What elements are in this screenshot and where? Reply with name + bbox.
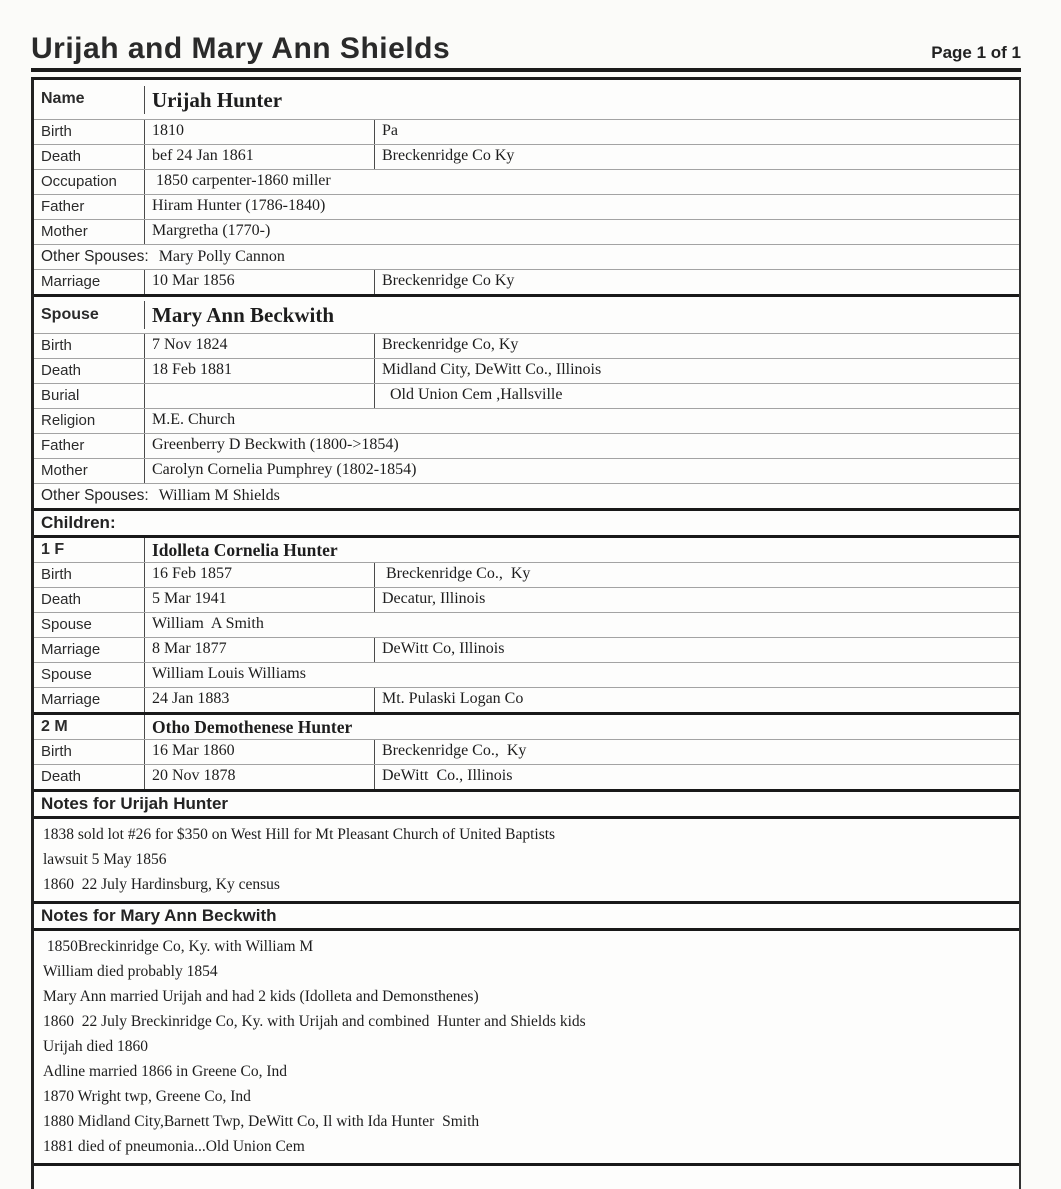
notes-urijah-header-row [34,789,1019,816]
child1-marriage2-row [34,687,1019,712]
family-group-table [31,77,1021,1189]
note-line: 1860 22 July Breckinridge Co, Ky. with Urijah and combined Hunter and Shields kids [43,1013,586,1030]
row-label: 1 F [41,540,65,558]
row-label: Burial [41,387,80,404]
row-label: Marriage [41,273,101,290]
husband-other-spouses-row [34,244,1019,269]
child1-birth-row [34,562,1019,587]
section-header-text: Children: [41,513,116,532]
person-name: Urijah Hunter [144,86,1019,114]
date-cell: 1810 [144,120,374,144]
spouse-death-row [34,358,1019,383]
date-cell: bef 24 Jan 1861 [144,145,374,169]
empty-bottom-row [34,1163,1019,1189]
row-label: Birth [41,123,72,140]
spouse-birth-row [34,333,1019,358]
date-cell: 7 Nov 1824 [144,334,374,358]
place-cell: Breckenridge Co Ky [374,270,1019,294]
row-label: Marriage [41,691,101,708]
child1-marriage1-row [34,637,1019,662]
spouse-father-row [34,433,1019,458]
husband-name-row [34,80,1019,119]
row-label: Other Spouses: [41,248,149,265]
spouse-mother-row [34,458,1019,483]
husband-death-row [34,144,1019,169]
document-sheet [31,0,1021,1189]
child2-birth-row [34,739,1019,764]
husband-mother-row [34,219,1019,244]
masthead [31,0,1021,72]
place-cell: DeWitt Co, Illinois [374,638,1019,662]
child1-death-row [34,587,1019,612]
person-name: Idolleta Cornelia Hunter [144,538,1019,562]
value-cell: Greenberry D Beckwith (1800->1854) [144,434,1019,458]
section-header-text: Notes for Mary Ann Beckwith [41,906,277,925]
place-cell: DeWitt Co., Illinois [374,765,1019,789]
value-cell: M.E. Church [144,409,1019,433]
row-label: Mother [41,462,88,479]
notes-maryann-body-row [34,928,1019,1163]
value-cell: Hiram Hunter (1786-1840) [144,195,1019,219]
date-cell: 16 Mar 1860 [144,740,374,764]
row-label: Religion [41,412,96,429]
row-label: Death [41,768,82,785]
date-cell: 16 Feb 1857 [144,563,374,587]
note-line: William died probably 1854 [43,963,218,980]
person-name: Mary Ann Beckwith [144,301,1019,329]
row-label: Spouse [41,305,99,323]
value-cell: 1850 carpenter-1860 miller [144,170,1019,194]
husband-father-row [34,194,1019,219]
spouse-burial-row [34,383,1019,408]
place-cell: Old Union Cem ,Hallsville [374,384,1019,408]
row-label: Birth [41,566,72,583]
row-label: Occupation [41,173,117,190]
row-label: Death [41,148,82,165]
row-label: Death [41,362,82,379]
note-line: 1860 22 July Hardinsburg, Ky census [43,876,280,893]
row-label: Father [41,198,85,215]
note-line: 1881 died of pneumonia...Old Union Cem [43,1138,305,1155]
row-label: 2 M [41,717,68,735]
child2-death-row [34,764,1019,789]
note-line: Mary Ann married Urijah and had 2 kids (Idolleta and Demonsthenes) [43,988,479,1005]
row-label: Other Spouses: [41,487,149,504]
date-cell: 8 Mar 1877 [144,638,374,662]
date-cell: 24 Jan 1883 [144,688,374,712]
page-number-label: Page 1 of 1 [931,43,1021,62]
row-label: Birth [41,337,72,354]
value-cell: Mary Polly Cannon [158,248,285,265]
husband-birth-row [34,119,1019,144]
place-cell: Mt. Pulaski Logan Co [374,688,1019,712]
place-cell: Pa [374,120,1019,144]
row-label: Spouse [41,666,92,683]
place-cell: Breckenridge Co Ky [374,145,1019,169]
place-cell: Breckenridge Co, Ky [374,334,1019,358]
child2-name-row [34,712,1019,739]
date-cell: 10 Mar 1856 [144,270,374,294]
value-cell: Carolyn Cornelia Pumphrey (1802-1854) [144,459,1019,483]
row-label: Marriage [41,641,101,658]
row-label: Birth [41,743,72,760]
value-cell: William A Smith [144,613,1019,637]
place-cell: Breckenridge Co., Ky [374,740,1019,764]
row-label: Spouse [41,616,92,633]
note-line: 1850Breckinridge Co, Ky. with William M [43,938,314,955]
spouse-religion-row [34,408,1019,433]
note-line: 1880 Midland City,Barnett Twp, DeWitt Co, Il with Ida Hunter Smith [43,1113,480,1130]
child1-spouse1-row [34,612,1019,637]
husband-occupation-row [34,169,1019,194]
husband-marriage-row [34,269,1019,294]
value-cell: William M Shields [158,487,280,504]
section-header-text: Notes for Urijah Hunter [41,794,229,813]
value-cell: William Louis Williams [144,663,1019,687]
date-cell: 5 Mar 1941 [144,588,374,612]
row-label: Death [41,591,82,608]
date-cell: 20 Nov 1878 [144,765,374,789]
date-cell [144,384,374,408]
place-cell: Midland City, DeWitt Co., Illinois [374,359,1019,383]
row-label: Father [41,437,85,454]
child1-spouse2-row [34,662,1019,687]
note-line: Urijah died 1860 [43,1038,149,1055]
note-line: lawsuit 5 May 1856 [43,851,167,868]
page-title: Urijah and Mary Ann Shields [31,32,451,65]
note-line: 1870 Wright twp, Greene Co, Ind [43,1088,251,1105]
notes-maryann-header-row [34,901,1019,928]
place-cell: Breckenridge Co., Ky [374,563,1019,587]
notes-urijah-body-row [34,816,1019,901]
person-name: Otho Demothenese Hunter [144,715,1019,739]
child1-name-row [34,535,1019,562]
value-cell: Margretha (1770-) [144,220,1019,244]
spouse-name-row [34,294,1019,333]
row-label: Mother [41,223,88,240]
spouse-other-spouses-row [34,483,1019,508]
children-header-row [34,508,1019,535]
date-cell: 18 Feb 1881 [144,359,374,383]
row-label: Name [41,90,85,107]
place-cell: Decatur, Illinois [374,588,1019,612]
note-line: Adline married 1866 in Greene Co, Ind [43,1063,288,1080]
note-line: 1838 sold lot #26 for $350 on West Hill for Mt Pleasant Church of United Baptists [43,826,556,843]
